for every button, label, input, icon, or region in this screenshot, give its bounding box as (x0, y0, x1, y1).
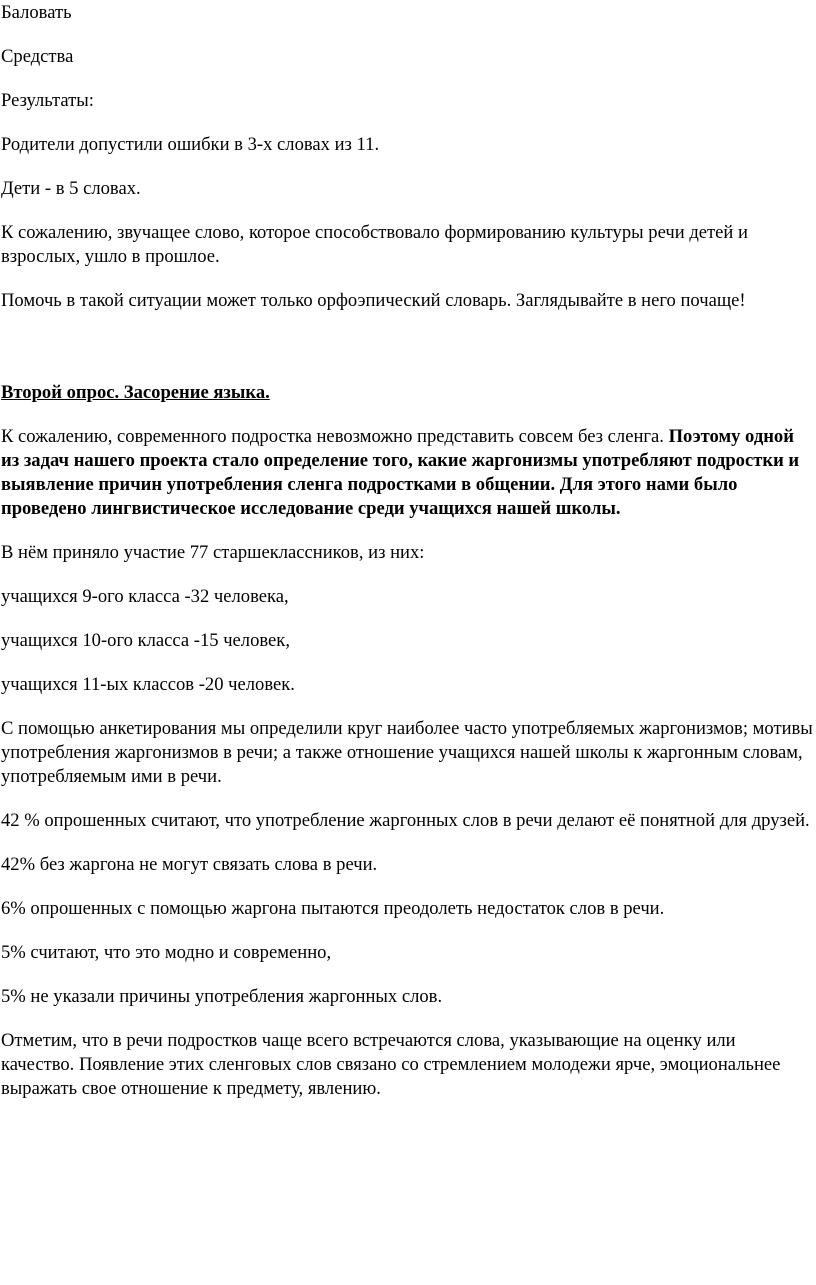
paragraph-result-5-fashion: 5% считают, что это модно и современно, (1, 942, 332, 963)
paragraph-slang-intro (1, 425, 813, 521)
paragraph-conclusion: Отметим, что в речи подростков чаще всего встречаются слова, указывающие на оценку или качество. Появление этих сленговых слов связано со стремлением молодежи ярче, эмоциональнее выражать свое отношение к предмету, явлению. (1, 1030, 781, 1099)
paragraph-participants: В нём приняло участие 77 старшеклассников, из них: (1, 542, 425, 563)
paragraph-word: Баловать (1, 2, 72, 23)
paragraph-children-errors: Дети - в 5 словах. (1, 178, 141, 199)
paragraph-grade-11: учащихся 11-ых классов -20 человек. (1, 674, 295, 695)
paragraph-dictionary-advice: Помочь в такой ситуации может только орфоэпический словарь. Заглядывайте в него почаще! (1, 290, 746, 311)
paragraph-result-6: 6% опрошенных с помощью жаргона пытаются преодолеть недостаток слов в речи. (1, 898, 665, 919)
paragraph-means: Средства (1, 46, 74, 67)
slang-intro-bold: Поэтому одной из задач нашего проекта стало определение того, какие жаргонизмы употребляют подростки и выявление причин употребления сленга подростками в общении. Для этого нами было проведено лингвистическое исследование среди учащихся нашей школы. (1, 426, 800, 519)
slang-intro-normal: К сожалению, современного подростка невозможно представить совсем без сленга. (1, 426, 664, 447)
paragraph-sounding-word: К сожалению, звучащее слово, которое способствовало формированию культуры речи детей и взрослых, ушло в прошлое. (1, 222, 748, 267)
paragraph-result-42-friends: 42 % опрошенных считают, что употребление жаргонных слов в речи делают её понятной для друзей. (1, 810, 810, 831)
paragraph-results-label: Результаты: (1, 90, 94, 111)
paragraph-parents-errors: Родители допустили ошибки в 3-х словах из 11. (1, 134, 380, 155)
paragraph-grade-10: учащихся 10-ого класса -15 человек, (1, 630, 290, 651)
paragraph-grade-9: учащихся 9-ого класса -32 человека, (1, 586, 289, 607)
paragraph-result-5-unspecified: 5% не указали причины употребления жаргонных слов. (1, 986, 443, 1007)
section-heading: Второй опрос. Засорение языка. (1, 382, 270, 403)
paragraph-result-42-no-jargon: 42% без жаргона не могут связать слова в речи. (1, 854, 378, 875)
paragraph-survey-method: С помощью анкетирования мы определили круг наиболее часто употребляемых жаргонизмов; мотивы употребления жаргонизмов в речи; а также отношение учащихся нашей школы к жаргонным словам, употребляемым ими в речи. (1, 718, 813, 787)
